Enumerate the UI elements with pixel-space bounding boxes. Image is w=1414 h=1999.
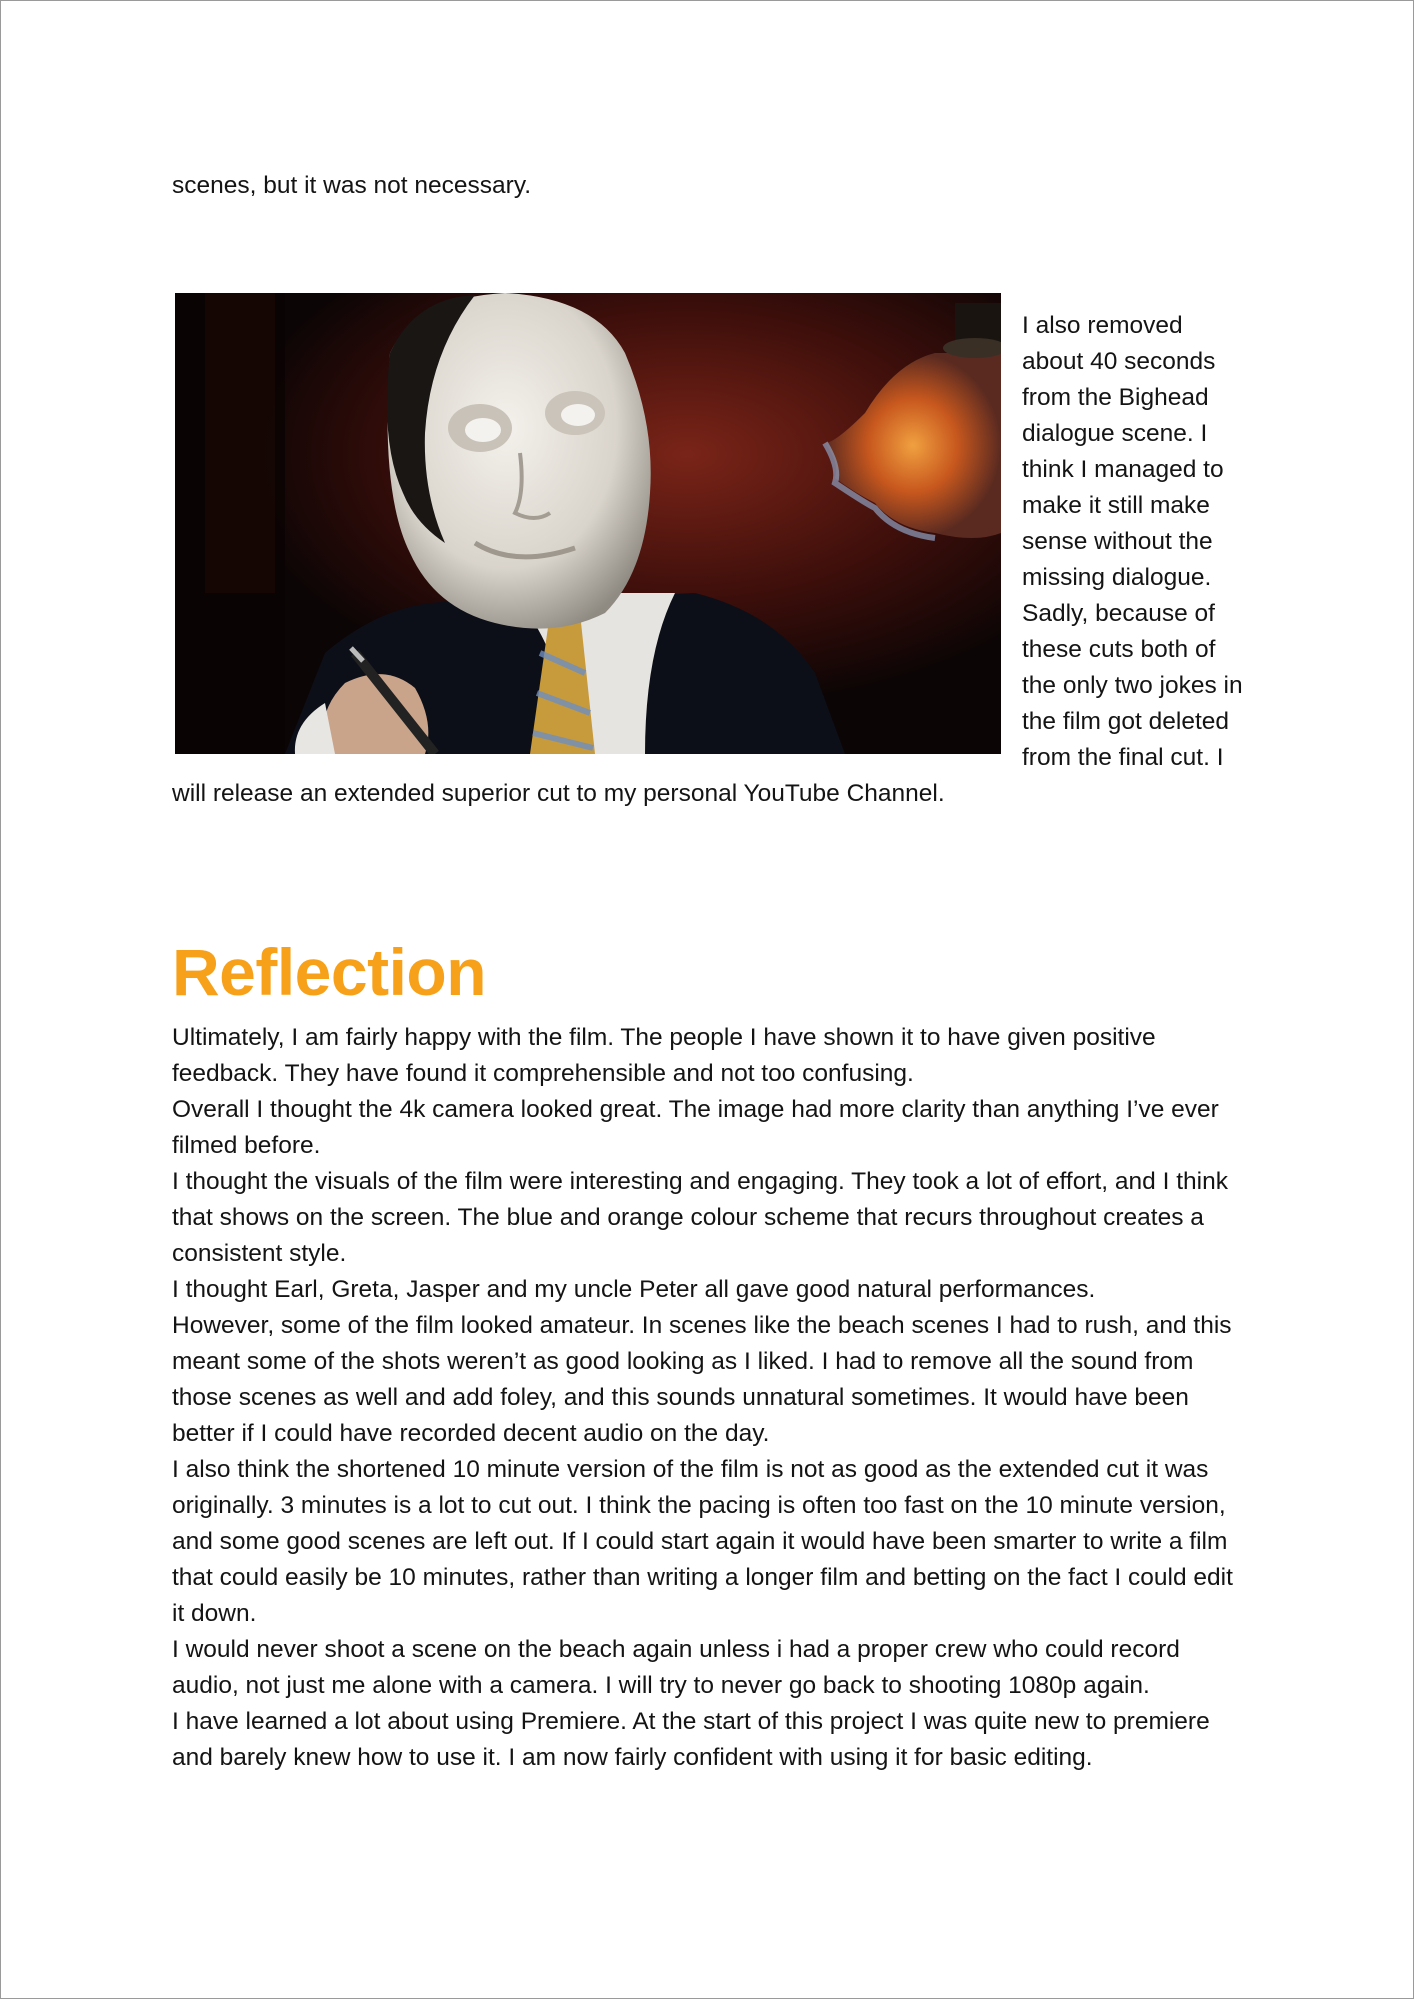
reflection-body	[172, 1020, 1244, 1776]
reflection-paragraph: I thought Earl, Greta, Jasper and my uncle Peter all gave good natural performances.	[172, 1276, 1096, 1303]
reflection-paragraph: Ultimately, I am fairly happy with the film. The people I have shown it to have given positive feedback. They have found it comprehensible and not too confusing.	[172, 1024, 1156, 1087]
reflection-paragraph: Overall I thought the 4k camera looked great. The image had more clarity than anything I’ve ever filmed before.	[172, 1096, 1219, 1159]
reflection-paragraph: I have learned a lot about using Premiere. At the start of this project I was quite new to premiere and barely knew how to use it. I am now fairly confident with using it for basic editing.	[172, 1708, 1210, 1771]
reflection-paragraph: I would never shoot a scene on the beach again unless i had a proper crew who could record audio, not just me alone with a camera. I will try to never go back to shooting 1080p again.	[172, 1636, 1180, 1699]
section-heading-reflection: Reflection	[172, 935, 487, 1009]
reflection-paragraph: I thought the visuals of the film were interesting and engaging. They took a lot of effort, and I think that shows on the screen. The blue and orange colour scheme that recurs throughout creates a consistent style.	[172, 1168, 1228, 1267]
paragraph-wrapped: I also removed about 40 seconds from the Bighead dialogue scene. I think I managed to make it still make sense without the missing dialogue. Sadly, because of these cuts both of the only two jokes in the film got deleted from the final cut. I will release an extended superior cut to my personal YouTube Channel.	[172, 312, 1243, 807]
film-still-image	[175, 293, 1001, 754]
reflection-paragraph: However, some of the film looked amateur. In scenes like the beach scenes I had to rush, and this meant some of the shots weren’t as good looking as I liked. I had to remove all the sound from those scenes as well and add foley, and this sounds unnatural sometimes. It would have been better if I could have recorded decent audio on the day.	[172, 1312, 1232, 1447]
page-content	[172, 168, 1244, 1776]
reflection-paragraph: I also think the shortened 10 minute version of the film is not as good as the extended cut it was originally. 3 minutes is a lot to cut out. I think the pacing is often too fast on the 10 minute version, and some good scenes are left out. If I could start again it would have been smarter to write a film that could easily be 10 minutes, rather than writing a longer film and betting on the fact I could edit it down.	[172, 1456, 1233, 1627]
masked-figure-photo-icon	[175, 293, 1001, 754]
paragraph-continued: scenes, but it was not necessary.	[172, 172, 532, 199]
figure-with-wrapped-text	[172, 293, 1244, 812]
